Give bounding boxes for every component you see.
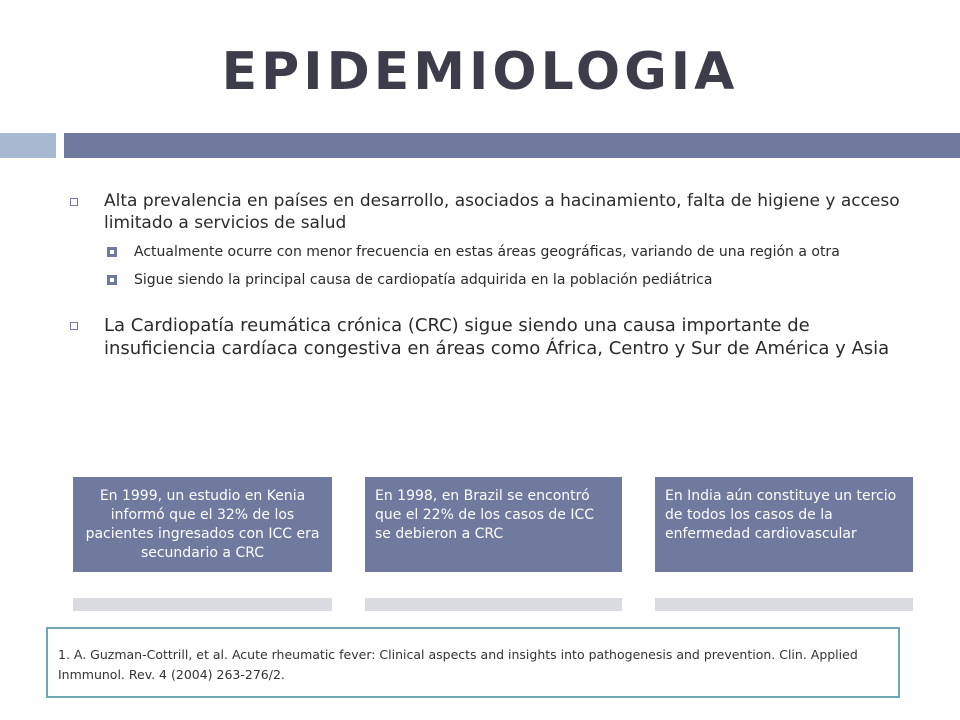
hollow-square-bullet-icon	[70, 198, 78, 206]
bullet-text: La Cardiopatía reumática crónica (CRC) sigue siendo una causa importante de insuficiencia cardíaca congestiva en áreas como África, Centro y Sur de América y Asia	[104, 315, 890, 359]
sub-bullet-item	[70, 270, 900, 290]
bullet-item	[70, 314, 900, 360]
square-bullet-icon	[107, 275, 117, 285]
header-bar-left	[0, 133, 56, 158]
hollow-square-bullet-icon	[70, 322, 78, 330]
sub-bullet-text: Actualmente ocurre con menor frecuencia en estas áreas geográficas, variando de una región a otra	[134, 244, 840, 260]
bullet-text: Alta prevalencia en países en desarrollo, asociados a hacinamiento, falta de higiene y acceso limitado a servicios de salud	[104, 191, 900, 233]
sub-bullet-text: Sigue siendo la principal causa de cardiopatía adquirida en la población pediátrica	[134, 272, 713, 288]
box-shadow-bar	[73, 598, 332, 611]
square-bullet-icon	[107, 247, 117, 257]
info-box-brazil: En 1998, en Brazil se encontró que el 22% de los casos de ICC se debieron a CRC	[365, 477, 622, 572]
bullet-item	[70, 190, 900, 234]
sub-bullet-item	[70, 242, 900, 262]
info-box-kenia: En 1999, un estudio en Kenia informó que el 32% de los pacientes ingresados con ICC era secundario a CRC	[73, 477, 332, 572]
bullet-list	[70, 190, 900, 360]
slide-title: EPIDEMIOLOGIA	[221, 42, 739, 102]
box-shadow-bar	[365, 598, 622, 611]
reference-box	[46, 627, 900, 698]
info-box-india: En India aún constituye un tercio de todos los casos de la enfermedad cardiovascular	[655, 477, 913, 572]
header-bar-right	[64, 133, 960, 158]
reference-text: 1. A. Guzman-Cottrill, et al. Acute rheumatic fever: Clinical aspects and insights into pathogenesis and prevention. Clin. Applied Inmmunol. Rev. 4 (2004) 263-276/2.	[58, 647, 858, 682]
box-shadow-bar	[655, 598, 913, 611]
